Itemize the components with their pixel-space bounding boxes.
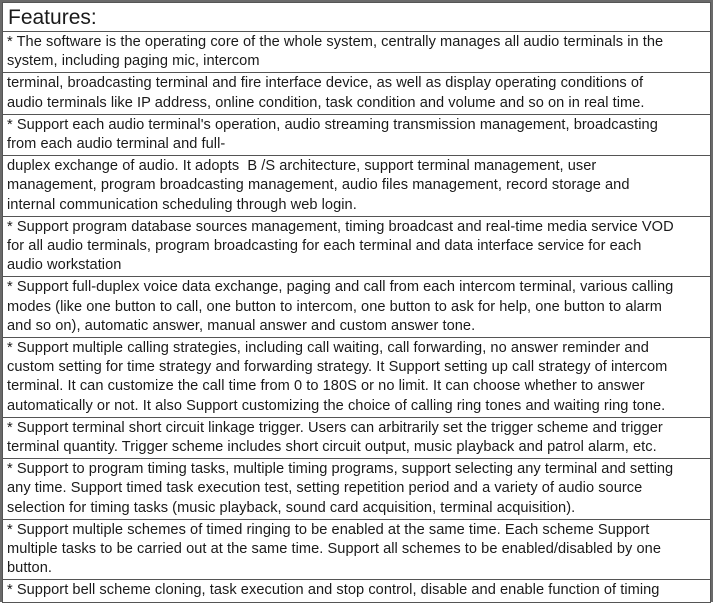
feature-cell: [3, 216, 711, 277]
feature-text-line: * Support multiple calling strategies, including call waiting, call forwarding, no answer reminder and: [7, 340, 649, 357]
feature-cell: [3, 32, 711, 73]
feature-text-line: multiple tasks to be carried out at the same time. Support all schemes to be enabled/disabled by one: [7, 541, 661, 558]
features-table: [2, 2, 711, 603]
feature-cell: [3, 156, 711, 217]
feature-text-line: automatically or not. It also Support customizing the choice of calling ring tones and waiting ring tone.: [7, 397, 666, 414]
feature-cell: [3, 338, 711, 418]
feature-text-line: audio workstation: [7, 257, 122, 274]
table-row: [3, 156, 711, 217]
feature-text-line: button.: [7, 560, 52, 577]
feature-text-line: terminal. It can customize the call time from 0 to 180S or no limit. It can choose whether to answer: [7, 378, 645, 395]
table-row: [3, 580, 711, 602]
table-row: [3, 519, 711, 580]
feature-text-line: audio terminals like IP address, online condition, task condition and volume and so on in real time.: [7, 94, 645, 111]
table-row: [3, 32, 711, 73]
table-header-row: [3, 3, 711, 32]
feature-text-line: duplex exchange of audio. It adopts B /S architecture, support terminal management, user: [7, 158, 597, 175]
feature-text-line: * Support to program timing tasks, multiple timing programs, support selecting any terminal and setting: [7, 461, 674, 478]
feature-text-line: * Support bell scheme cloning, task execution and stop control, disable and enable function of timing: [7, 582, 660, 599]
feature-text-line: management, program broadcasting management, audio files management, record storage and: [7, 177, 630, 194]
feature-text-line: from each audio terminal and full-: [7, 136, 226, 153]
feature-text-line: * Support terminal short circuit linkage trigger. Users can arbitrarily set the trigger scheme and trigger: [7, 419, 663, 436]
feature-text-line: * Support multiple schemes of timed ringing to be enabled at the same time. Each scheme Support: [7, 521, 650, 538]
feature-cell: [3, 417, 711, 458]
feature-text-line: terminal, broadcasting terminal and fire interface device, as well as display operating conditions of: [7, 75, 644, 92]
feature-text-line: and so on), automatic answer, manual answer and custom answer tone.: [7, 317, 476, 334]
feature-cell: [3, 459, 711, 520]
table-row: [3, 417, 711, 458]
feature-cell: [3, 114, 711, 155]
feature-text-line: internal communication scheduling through web login.: [7, 196, 357, 213]
feature-text-line: any time. Support timed task execution test, setting repetition period and a variety of audio source: [7, 480, 643, 497]
table-row: [3, 338, 711, 418]
feature-text-line: modes (like one button to call, one button to intercom, one button to ask for help, one button to alarm: [7, 298, 662, 315]
table-row: [3, 114, 711, 155]
table-row: [3, 459, 711, 520]
table-row: [3, 216, 711, 277]
feature-cell: [3, 277, 711, 338]
features-heading: Features:: [3, 3, 711, 32]
table-row: [3, 277, 711, 338]
feature-text-line: custom setting for time strategy and forwarding strategy. It Support setting up call strategy of intercom: [7, 359, 668, 376]
feature-text-line: system, including paging mic, intercom: [7, 53, 260, 70]
table-row: [3, 73, 711, 114]
feature-text-line: terminal quantity. Trigger scheme includes short circuit output, music playback and patrol alarm, etc.: [7, 439, 657, 456]
feature-text-line: * Support full-duplex voice data exchange, paging and call from each intercom terminal, various calling: [7, 279, 674, 296]
feature-text-line: * The software is the operating core of the whole system, centrally manages all audio terminals in the: [7, 34, 664, 50]
feature-cell: [3, 519, 711, 580]
feature-cell: [3, 73, 711, 114]
feature-text-line: * Support each audio terminal's operation, audio streaming transmission management, broadcasting: [7, 116, 658, 133]
feature-text-line: * Support program database sources management, timing broadcast and real-time media service VOD: [7, 218, 674, 235]
feature-text-line: selection for timing tasks (music playback, sound card acquisition, terminal acquisition).: [7, 499, 576, 516]
feature-cell: [3, 580, 711, 602]
feature-text-line: for all audio terminals, program broadcasting for each terminal and data interface service for each: [7, 238, 642, 255]
